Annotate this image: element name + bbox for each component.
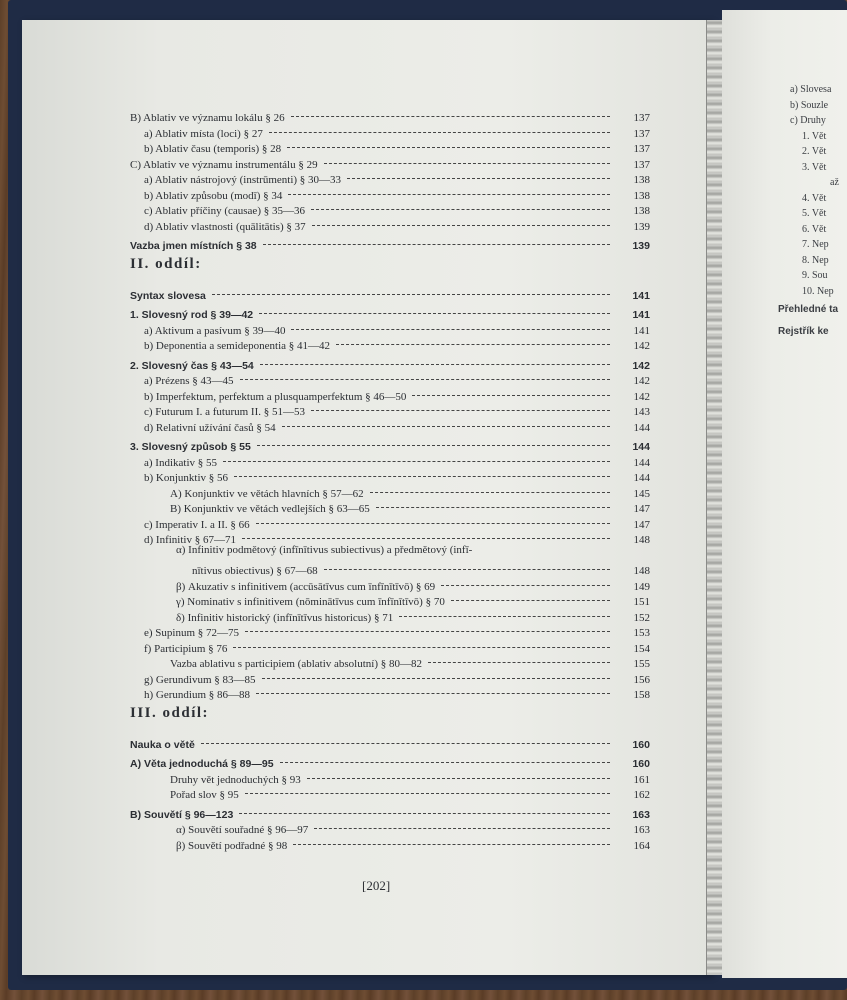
right-toc-line: 2. Vět: [802, 146, 827, 157]
toc-entry-page: 156: [633, 673, 650, 686]
dot-leader: [256, 523, 610, 524]
dot-leader: [291, 116, 610, 117]
dot-leader: [288, 194, 610, 195]
toc-entry: [130, 283, 650, 302]
dot-leader: [263, 244, 610, 245]
dot-leader: [291, 329, 610, 330]
right-toc-line: 3. Vět: [802, 161, 827, 173]
right-toc-line: 6. Vět: [802, 223, 827, 235]
dot-leader: [282, 426, 610, 427]
toc-entry-title: g) Gerundivum § 83—85: [144, 673, 256, 686]
dot-leader: [399, 616, 610, 617]
right-toc-line: 9. Sou: [802, 270, 828, 281]
right-toc-line: až: [830, 177, 839, 188]
toc-entry-page: 137: [633, 127, 650, 140]
toc-entry-page: 163: [632, 808, 650, 821]
dot-leader: [311, 209, 610, 210]
dot-leader: [262, 678, 610, 679]
dot-leader: [293, 844, 610, 845]
right-toc-line: a) Slovesa: [790, 84, 832, 95]
toc-entry-title: C) Ablativ ve významu instrumentálu § 29: [130, 158, 318, 171]
toc-entry-title: c) Futurum I. a futurum II. § 51—53: [144, 406, 305, 418]
toc-entry-title: α) Infinitiv podmětový (infīnītivus subiectivus) a předmětový (infī-: [176, 543, 473, 556]
left-page: [22, 20, 712, 975]
toc-entry-title: Pořad slov § 95: [170, 789, 239, 801]
toc-entry-title: Nauka o větě: [130, 738, 195, 751]
toc-entry-title: f) Participium § 76: [144, 642, 228, 655]
dot-leader: [311, 410, 610, 411]
right-toc-line: 8. Nep: [802, 254, 829, 266]
section-heading: III. oddíl:: [130, 704, 210, 721]
toc-entry-page: 138: [633, 205, 650, 217]
toc-entry-page: 138: [633, 174, 650, 186]
dot-leader: [257, 445, 610, 446]
toc-entry-page: 162: [633, 789, 650, 801]
toc-entry-title: b) Ablativ času (temporis) § 28: [144, 143, 282, 155]
toc-entry-page: 142: [632, 359, 650, 372]
dot-leader: [239, 813, 610, 814]
dot-leader: [245, 631, 610, 632]
toc-entry-page: 141: [632, 289, 650, 302]
toc-entry: [130, 802, 650, 821]
toc-entry-title: A) Věta jednoduchá § 89—95: [130, 758, 274, 770]
toc-entry: [130, 302, 650, 321]
toc-entry-page: 155: [633, 658, 650, 670]
toc-entry: [130, 543, 650, 559]
dot-leader: [234, 476, 610, 477]
dot-leader: [201, 743, 610, 744]
toc-entry-page: 153: [633, 627, 650, 639]
toc-entry-page: 144: [633, 456, 650, 469]
toc-entry-title: d) Relativní užívání časů § 54: [144, 421, 276, 434]
right-toc-bold-line: Rejstřík ke: [778, 326, 829, 337]
right-toc-line: b) Souzle: [790, 99, 829, 111]
toc-entry-page: 147: [633, 503, 650, 515]
toc-entry-title: a) Aktivum a pasívum § 39—40: [144, 324, 286, 337]
toc-entry-title: c) Imperativ I. a II. § 66: [144, 518, 250, 531]
toc-entry-page: 151: [633, 596, 650, 608]
toc-entry: [130, 732, 650, 751]
dot-leader: [260, 364, 610, 365]
dot-leader: [451, 600, 610, 601]
toc-entry-title: a) Prézens § 43—45: [144, 375, 234, 387]
toc-entry-title: Syntax slovesa: [130, 289, 206, 302]
toc-entry-page: 137: [633, 112, 650, 124]
toc-entry-page: 141: [632, 309, 650, 321]
toc-entry: [130, 751, 650, 770]
toc-entry-page: 144: [633, 421, 650, 434]
toc-entry-page: 161: [633, 773, 650, 786]
right-toc-line: c) Druhy: [790, 115, 826, 126]
toc-entry-page: 148: [633, 565, 650, 577]
toc-entry-title: Vazba ablativu s participiem (ablativ absolutní) § 80—82: [170, 658, 423, 670]
toc-entry-page: 141: [633, 324, 650, 337]
toc-entry-page: 160: [632, 758, 650, 770]
toc-entry-title: b) Ablativ způsobu (modī) § 34: [144, 189, 283, 202]
toc-entry-page: 149: [633, 580, 650, 593]
toc-entry-title: 1. Slovesný rod § 39—42: [130, 309, 254, 321]
toc-entry-title: B) Konjunktiv ve větách vedlejších § 63—65: [170, 503, 370, 515]
dot-leader: [376, 507, 610, 508]
toc-entry-title: B) Ablativ ve významu lokálu § 26: [130, 112, 285, 124]
toc-entry-title: Vazba jmen místních § 38: [130, 240, 257, 252]
toc-entry-page: 137: [633, 143, 650, 155]
toc-entry-title: 3. Slovesný způsob § 55: [130, 441, 251, 453]
dot-leader: [212, 294, 610, 295]
toc-entry-title: Druhy vět jednoduchých § 93: [170, 773, 301, 786]
toc-entry-page: 148: [633, 534, 650, 546]
toc-entry-page: 137: [633, 158, 650, 171]
toc-entry-page: 163: [633, 824, 650, 836]
dot-leader: [245, 793, 610, 794]
toc-entry: [130, 353, 650, 372]
toc-entry-page: 142: [633, 390, 650, 403]
dot-leader: [312, 225, 610, 226]
toc-entry-title: a) Indikativ § 55: [144, 456, 218, 469]
right-page: [722, 10, 847, 978]
dot-leader: [242, 538, 610, 539]
toc-entry: [130, 434, 650, 453]
dot-leader: [269, 132, 610, 133]
dot-leader: [280, 762, 610, 763]
toc-entry-title: A) Konjunktiv ve větách hlavních § 57—62: [170, 487, 364, 500]
toc-entry-title: nītivus obiectivus) § 67—68: [192, 565, 318, 577]
toc-entry-title: d) Ablativ vlastnosti (quālitātis) § 37: [144, 220, 306, 233]
toc-entry-title: b) Deponentia a semideponentia § 41—42: [144, 340, 331, 352]
toc-entry-page: 147: [633, 518, 650, 531]
toc-entry-title: B) Souvětí § 96—123: [130, 808, 234, 821]
right-toc-line: 10. Nep: [802, 285, 834, 297]
table-of-contents: [130, 105, 650, 852]
dot-leader: [240, 379, 610, 380]
toc-entry-title: b) Imperfektum, perfektum a plusquamperfektum § 46—50: [144, 390, 407, 403]
toc-entry-title: b) Konjunktiv § 56: [144, 472, 229, 484]
dot-leader: [412, 395, 610, 396]
dot-leader: [324, 163, 610, 164]
toc-entry-title: β) Souvětí podřadné § 98: [176, 839, 288, 852]
toc-entry-page: 142: [633, 340, 650, 352]
toc-entry-title: a) Ablativ nástrojový (instrūmenti) § 30—33: [144, 174, 342, 186]
section-heading: II. oddíl:: [130, 255, 202, 272]
toc-entry-title: 2. Slovesný čas § 43—54: [130, 359, 254, 372]
toc-entry-page: 142: [633, 375, 650, 387]
toc-entry-page: 158: [633, 689, 650, 701]
toc-entry-title: e) Supinum § 72—75: [144, 627, 240, 639]
dot-leader: [233, 647, 610, 648]
toc-entry-title: c) Ablativ příčiny (causae) § 35—36: [144, 205, 305, 217]
toc-entry: [130, 558, 650, 577]
toc-entry-page: 139: [632, 240, 650, 252]
right-toc-line: 4. Vět: [802, 192, 827, 204]
toc-entry-title: β) Akuzativ s infinitivem (accūsātīvus cum īnfīnītīvō) § 69: [176, 580, 436, 593]
toc-entry: [130, 105, 650, 124]
dot-leader: [307, 778, 610, 779]
right-toc-bold-line: Přehledné ta: [778, 304, 839, 315]
dot-leader: [370, 492, 610, 493]
dot-leader: [256, 693, 610, 694]
dot-leader: [428, 662, 610, 663]
right-toc-line: 5. Vět: [802, 208, 827, 219]
dot-leader: [259, 313, 610, 314]
toc-entry-page: 152: [633, 611, 650, 624]
right-toc-line: 7. Nep: [802, 239, 829, 250]
toc-entry-page: 144: [632, 441, 650, 453]
toc-entry: [130, 233, 650, 252]
dot-leader: [287, 147, 610, 148]
toc-entry-page: 160: [632, 738, 650, 751]
toc-entry-title: h) Gerundium § 86—88: [144, 689, 251, 701]
toc-entry-page: 139: [633, 220, 650, 233]
toc-entry-page: 154: [633, 642, 650, 655]
right-table-of-contents: [778, 82, 847, 343]
toc-entry-page: 145: [633, 487, 650, 500]
toc-entry-title: δ) Infinitiv historický (infīnītīvus historicus) § 71: [176, 611, 394, 624]
page-number: [202]: [362, 878, 391, 893]
toc-entry-page: 164: [633, 839, 650, 852]
toc-entry-title: d) Infinitiv § 67—71: [144, 534, 236, 546]
dot-leader: [347, 178, 610, 179]
toc-entry-page: 143: [633, 406, 650, 418]
toc-entry-page: 144: [633, 472, 650, 484]
dot-leader: [223, 461, 610, 462]
toc-entry-page: 138: [633, 189, 650, 202]
toc-entry-title: α) Souvětí souřadné § 96—97: [176, 824, 309, 836]
dot-leader: [336, 344, 610, 345]
toc-entry-title: a) Ablativ místa (loci) § 27: [144, 127, 263, 140]
toc-entry-title: γ) Nominativ s infinitivem (nōminātīvus cum īnfīnītīvō) § 70: [176, 596, 445, 608]
dot-leader: [314, 828, 610, 829]
dot-leader: [324, 569, 610, 570]
right-toc-line: 1. Vět: [802, 130, 827, 142]
dot-leader: [441, 585, 610, 586]
